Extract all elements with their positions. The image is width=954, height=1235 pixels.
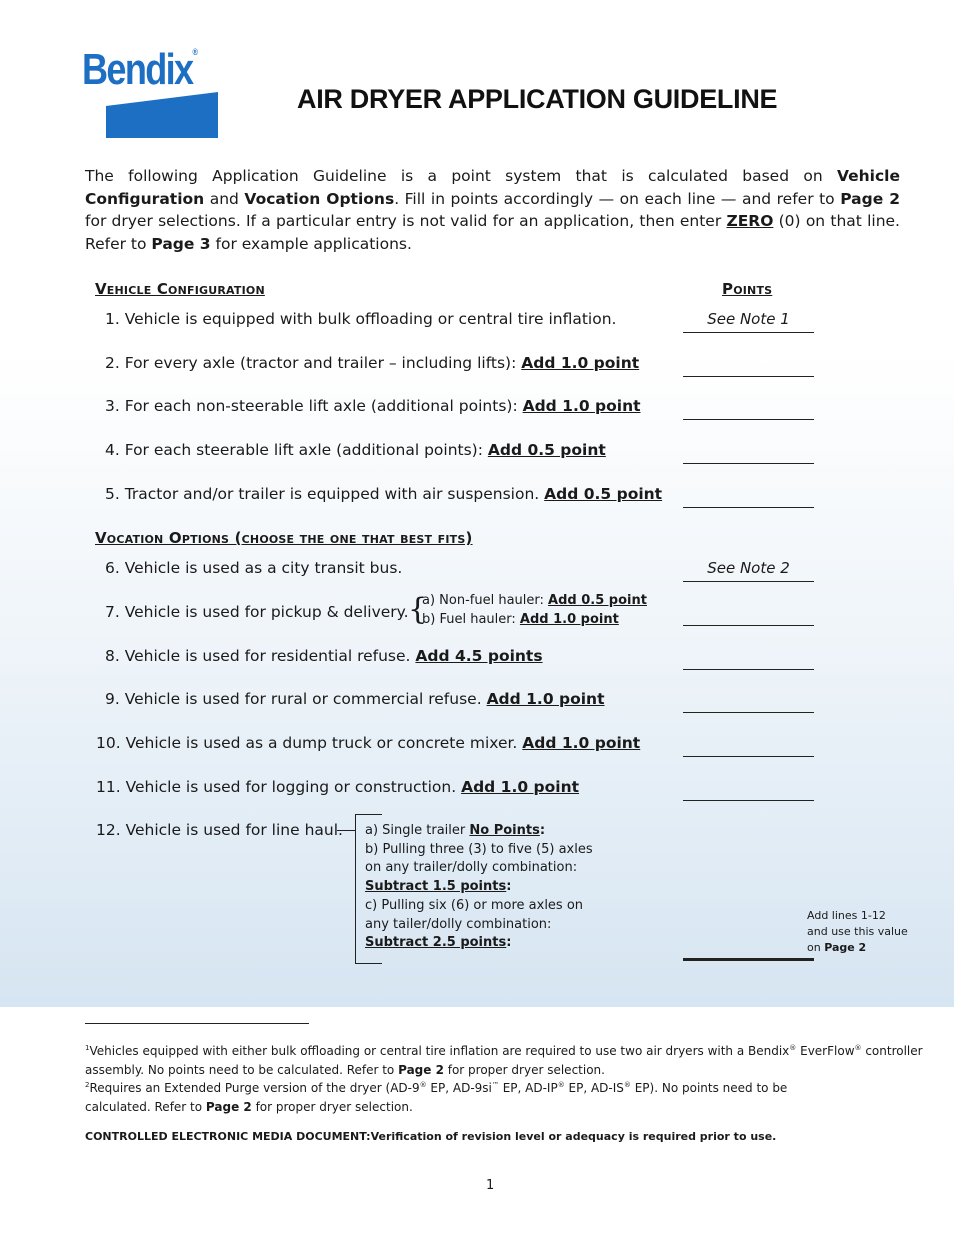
footnote-2: $^2$Requires an Extended Purge version of the dryer (AD-9® EP, AD-9si™ EP, AD-IP® EP, AD-IS® EP). No points need to be calculated. Refer to Page 2 for proper dryer selection. (85, 1081, 788, 1114)
item-7-text: 7. Vehicle is used for pickup & delivery. (105, 603, 409, 621)
item-12-text: 12. Vehicle is used for line haul. (96, 821, 343, 839)
line-haul-b-points: Subtract 1.5 points (365, 879, 507, 895)
intro-page2-ref: Page 2 (840, 189, 901, 208)
points-header: Points (722, 280, 773, 298)
item-4-points: Add 0.5 point (487, 441, 606, 459)
line-haul-a-points: No Points (469, 823, 540, 838)
item-10-answer-line[interactable] (683, 756, 814, 757)
item-2-row: 2. For every axle (tractor and trailer – including lifts): Add 1.0 point (105, 354, 640, 372)
item-2-points: Add 1.0 point (521, 354, 640, 372)
item-7-answer-line[interactable] (683, 625, 814, 626)
line-haul-c-points: Subtract 2.5 points (365, 935, 507, 951)
item-6-note: See Note 2 (707, 559, 790, 577)
item-8-points: Add 4.5 points (415, 647, 543, 665)
item-8-answer-line[interactable] (683, 669, 814, 670)
item-11-answer-line[interactable] (683, 800, 814, 801)
item-7-brace: { (408, 592, 428, 627)
item-2-answer-line[interactable] (683, 376, 814, 377)
logo-swoosh-icon (106, 92, 218, 138)
item-7-option-a: a) Non-fuel hauler: Add 0.5 point (422, 593, 647, 608)
item-9-answer-line[interactable] (683, 712, 814, 713)
footnote-2-page2-ref: Page 2 (205, 1099, 252, 1114)
total-answer-line[interactable] (683, 958, 814, 961)
logo-reg-mark: ® (192, 47, 198, 57)
footnote-1-page2-ref: Page 2 (398, 1062, 444, 1077)
item-9-points: Add 1.0 point (486, 690, 605, 708)
item-7-option-b: b) Fuel hauler: Add 1.0 point (422, 612, 619, 627)
logo-name: Bendix (82, 45, 193, 94)
item-5-row: 5. Tractor and/or trailer is equipped with air suspension. Add 0.5 point (105, 485, 663, 503)
item-10-row: 10. Vehicle is used as a dump truck or concrete mixer. Add 1.0 point (96, 734, 641, 752)
line-haul-option-b-line1: b) Pulling three (3) to five (5) axles (365, 841, 593, 857)
total-page2-ref: Page 2 (824, 941, 867, 954)
total-instructions: Add lines 1-12 and use this value on Page 2 (807, 909, 908, 954)
line-haul-option-c-line1: c) Pulling six (6) or more axles on (365, 897, 584, 913)
item-7b-points: Add 1.0 point (519, 612, 619, 627)
item-4-row: 4. For each steerable lift axle (additional points): Add 0.5 point (105, 441, 606, 459)
intro-bold-vehicle-config: Vehicle Configuration (85, 167, 900, 208)
line-haul-option-c-line2: any tailer/dolly combination: (365, 916, 552, 932)
vocation-options-header: Vocation Options (choose the one that best fits) (95, 529, 473, 547)
intro-zero: ZERO (726, 212, 774, 230)
line-haul-option-b-points-row: Subtract 1.5 points: (365, 879, 512, 895)
controlled-document-notice: CONTROLLED ELECTRONIC MEDIA DOCUMENT:Verification of revision level or adequacy is required prior to use. (85, 1130, 777, 1143)
item-11-points: Add 1.0 point (461, 778, 580, 796)
item-11-row: 11. Vehicle is used for logging or construction. Add 1.0 point (96, 778, 580, 796)
footnote-1: $^1$Vehicles equipped with either bulk offloading or central tire inflation are required to use two air dryers with a Bendix® EverFlow® controller assembly. No points need to be calculated. Refer to Page 2 for proper dryer selection. (85, 1044, 923, 1077)
item-3-answer-line[interactable] (683, 419, 814, 420)
item-10-points: Add 1.0 point (522, 734, 641, 752)
item-6-answer-line[interactable] (683, 581, 814, 582)
line-haul-option-b-line2: on any trailer/dolly combination: (365, 860, 578, 876)
page-number: 1 (486, 1178, 495, 1193)
item-4-answer-line[interactable] (683, 463, 814, 464)
item-1-answer-line[interactable] (683, 332, 814, 333)
item-1-text: 1. Vehicle is equipped with bulk offloading or central tire inflation. (105, 310, 617, 328)
footnote-rule (85, 1023, 309, 1024)
item-5-answer-line[interactable] (683, 507, 814, 508)
intro-page3-ref: Page 3 (151, 234, 211, 253)
item-6-text: 6. Vehicle is used as a city transit bus. (105, 559, 403, 577)
page-title: AIR DRYER APPLICATION GUIDELINE (297, 84, 778, 114)
line-haul-option-c-points-row: Subtract 2.5 points: (365, 935, 512, 951)
vehicle-config-header: Vehicle Configuration (95, 280, 265, 298)
intro-paragraph: The following Application Guideline is a point system that is calculated based on Vehicle Configuration and Vocation Options. Fill in points accordingly — on each line — and refer to Page 2 for dryer selections. If a particular entry is not valid for an application, then enter ZERO (0) on that line. Refer to Page 3 for example applications. (85, 167, 901, 253)
item-3-row: 3. For each non-steerable lift axle (additional points): Add 1.0 point (105, 397, 641, 415)
line-haul-option-a: a) Single trailer No Points: (365, 823, 546, 838)
line-haul-connector (337, 830, 355, 831)
item-7a-points: Add 0.5 point (548, 593, 647, 608)
item-9-row: 9. Vehicle is used for rural or commercial refuse. Add 1.0 point (105, 690, 605, 708)
intro-bold-vocation: Vocation Options (244, 189, 395, 208)
line-haul-options (365, 822, 593, 953)
item-8-row: 8. Vehicle is used for residential refuse. Add 4.5 points (105, 647, 543, 665)
item-5-points: Add 0.5 point (544, 485, 663, 503)
item-1-note: See Note 1 (707, 310, 790, 328)
item-3-points: Add 1.0 point (522, 397, 641, 415)
bendix-logo (82, 45, 198, 94)
